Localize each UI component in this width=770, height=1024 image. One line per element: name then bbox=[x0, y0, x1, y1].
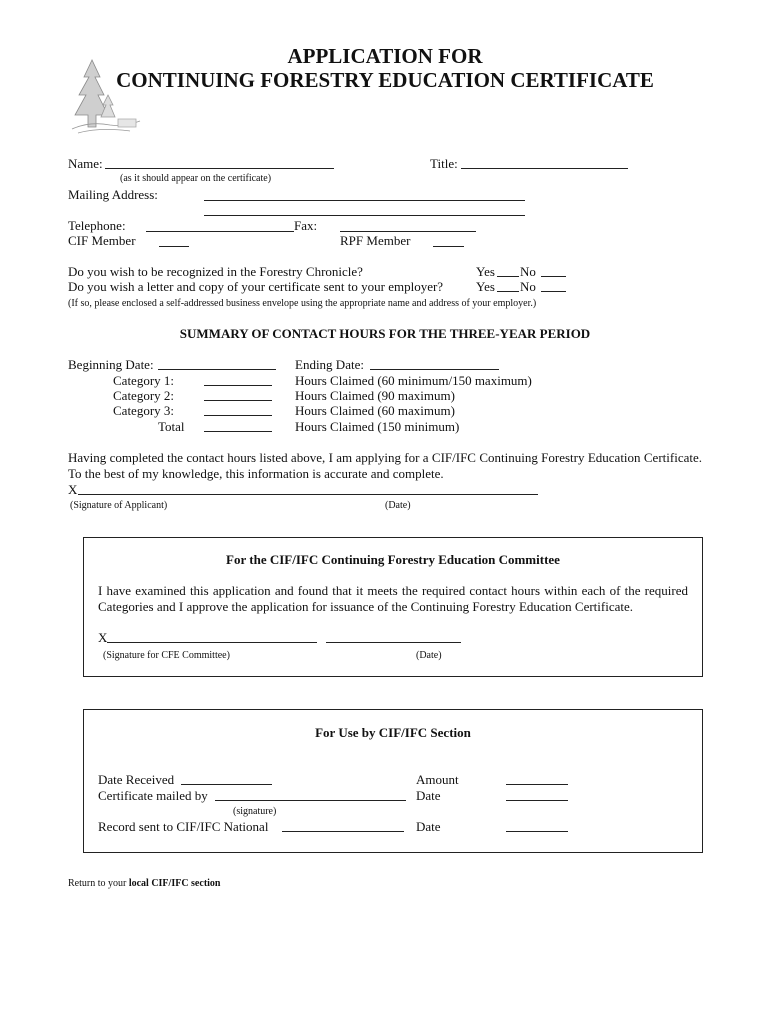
telephone-label: Telephone: bbox=[68, 218, 126, 233]
category-1-hours: Hours Claimed (60 minimum/150 maximum) bbox=[295, 373, 532, 388]
total-field[interactable] bbox=[204, 431, 272, 432]
name-field[interactable] bbox=[105, 168, 334, 169]
telephone-field[interactable] bbox=[146, 231, 294, 232]
date-received-label: Date Received bbox=[98, 772, 175, 787]
section-use-heading: For Use by CIF/IFC Section bbox=[315, 725, 471, 740]
amount-field[interactable] bbox=[506, 784, 568, 785]
applicant-x-mark: X bbox=[68, 482, 78, 497]
beginning-date-field[interactable] bbox=[158, 369, 276, 370]
chronicle-yes-label: Yes bbox=[476, 264, 495, 279]
employer-no-field[interactable] bbox=[541, 291, 566, 292]
footer-section-emphasis: local CIF/IFC section bbox=[128, 878, 221, 889]
committee-date-label: (Date) bbox=[416, 650, 442, 661]
name-note: (as it should appear on the certificate) bbox=[120, 173, 272, 184]
footer-return-note bbox=[68, 878, 220, 889]
applicant-signature-label: (Signature of Applicant) bbox=[70, 500, 168, 511]
record-date-label: Date bbox=[416, 819, 441, 834]
mailed-date-label: Date bbox=[416, 788, 441, 803]
fax-label: Fax: bbox=[294, 218, 318, 233]
declaration-text: Having completed the contact hours listed above, I am applying for a CIF/IFC Continuing Forestry Education Certificate. To the best of my knowledge, this information is accurate and complete. bbox=[68, 450, 702, 481]
chronicle-yes-field[interactable] bbox=[497, 276, 519, 277]
category-2-hours: Hours Claimed (90 maximum) bbox=[295, 388, 455, 403]
total-hours: Hours Claimed (150 minimum) bbox=[295, 419, 460, 434]
total-label: Total bbox=[158, 419, 185, 434]
committee-x-mark: X bbox=[98, 630, 108, 645]
mailing-address-label: Mailing Address: bbox=[68, 187, 158, 202]
category-1-field[interactable] bbox=[204, 385, 272, 386]
category-1-label: Category 1: bbox=[113, 373, 175, 388]
ending-date-label: Ending Date: bbox=[295, 357, 364, 372]
summary-heading: SUMMARY OF CONTACT HOURS FOR THE THREE-YEAR PERIOD bbox=[179, 326, 591, 341]
form-title-line2: CONTINUING FORESTRY EDUCATION CERTIFICATE bbox=[116, 68, 654, 92]
committee-heading: For the CIF/IFC Continuing Forestry Education Committee bbox=[226, 552, 560, 567]
applicant-signature-field[interactable] bbox=[78, 494, 538, 495]
rpf-member-label: RPF Member bbox=[340, 233, 411, 248]
committee-date-field[interactable] bbox=[326, 642, 461, 643]
fax-field[interactable] bbox=[340, 231, 476, 232]
applicant-date-label: (Date) bbox=[385, 500, 411, 511]
chronicle-no-field[interactable] bbox=[541, 276, 566, 277]
cif-member-label: CIF Member bbox=[68, 233, 136, 248]
date-received-field[interactable] bbox=[181, 784, 272, 785]
category-3-hours: Hours Claimed (60 maximum) bbox=[295, 403, 455, 418]
title-field[interactable] bbox=[461, 168, 628, 169]
chronicle-no-label: No bbox=[520, 264, 536, 279]
employer-yes-field[interactable] bbox=[497, 291, 519, 292]
signature-note: (signature) bbox=[233, 806, 277, 817]
category-2-label: Category 2: bbox=[113, 388, 175, 403]
certificate-mailed-label: Certificate mailed by bbox=[98, 788, 208, 803]
question-employer: Do you wish a letter and copy of your certificate sent to your employer? bbox=[68, 279, 444, 294]
title-label: Title: bbox=[430, 156, 458, 171]
form-title-line1: APPLICATION FOR bbox=[287, 44, 483, 68]
record-date-field[interactable] bbox=[506, 831, 568, 832]
mailing-address-field-1[interactable] bbox=[204, 200, 525, 201]
category-3-label: Category 3: bbox=[113, 403, 175, 418]
amount-label: Amount bbox=[416, 772, 459, 787]
employer-no-label: No bbox=[520, 279, 536, 294]
certificate-mailed-field[interactable] bbox=[215, 800, 406, 801]
ending-date-field[interactable] bbox=[370, 369, 499, 370]
record-sent-label: Record sent to CIF/IFC National bbox=[98, 819, 269, 834]
committee-signature-label: (Signature for CFE Committee) bbox=[103, 650, 230, 661]
mailed-date-field[interactable] bbox=[506, 800, 568, 801]
cif-member-field[interactable] bbox=[159, 246, 189, 247]
mailing-address-field-2[interactable] bbox=[204, 215, 525, 216]
committee-text: I have examined this application and found that it meets the required contact hours within each of the required Categories and I approve the application for issuance of the Continuing Forestry Education Certificate. bbox=[98, 583, 688, 614]
category-3-field[interactable] bbox=[204, 415, 272, 416]
rpf-member-field[interactable] bbox=[433, 246, 464, 247]
record-sent-field[interactable] bbox=[282, 831, 404, 832]
question-chronicle: Do you wish to be recognized in the Forestry Chronicle? bbox=[68, 264, 363, 279]
committee-signature-field[interactable] bbox=[107, 642, 317, 643]
employer-yes-label: Yes bbox=[476, 279, 495, 294]
beginning-date-label: Beginning Date: bbox=[68, 357, 154, 372]
footer-prefix: Return to your bbox=[68, 878, 129, 889]
employer-note: (If so, please enclosed a self-addressed business envelope using the appropriate name and address of your employer.) bbox=[68, 298, 537, 309]
name-label: Name: bbox=[68, 156, 103, 171]
category-2-field[interactable] bbox=[204, 400, 272, 401]
